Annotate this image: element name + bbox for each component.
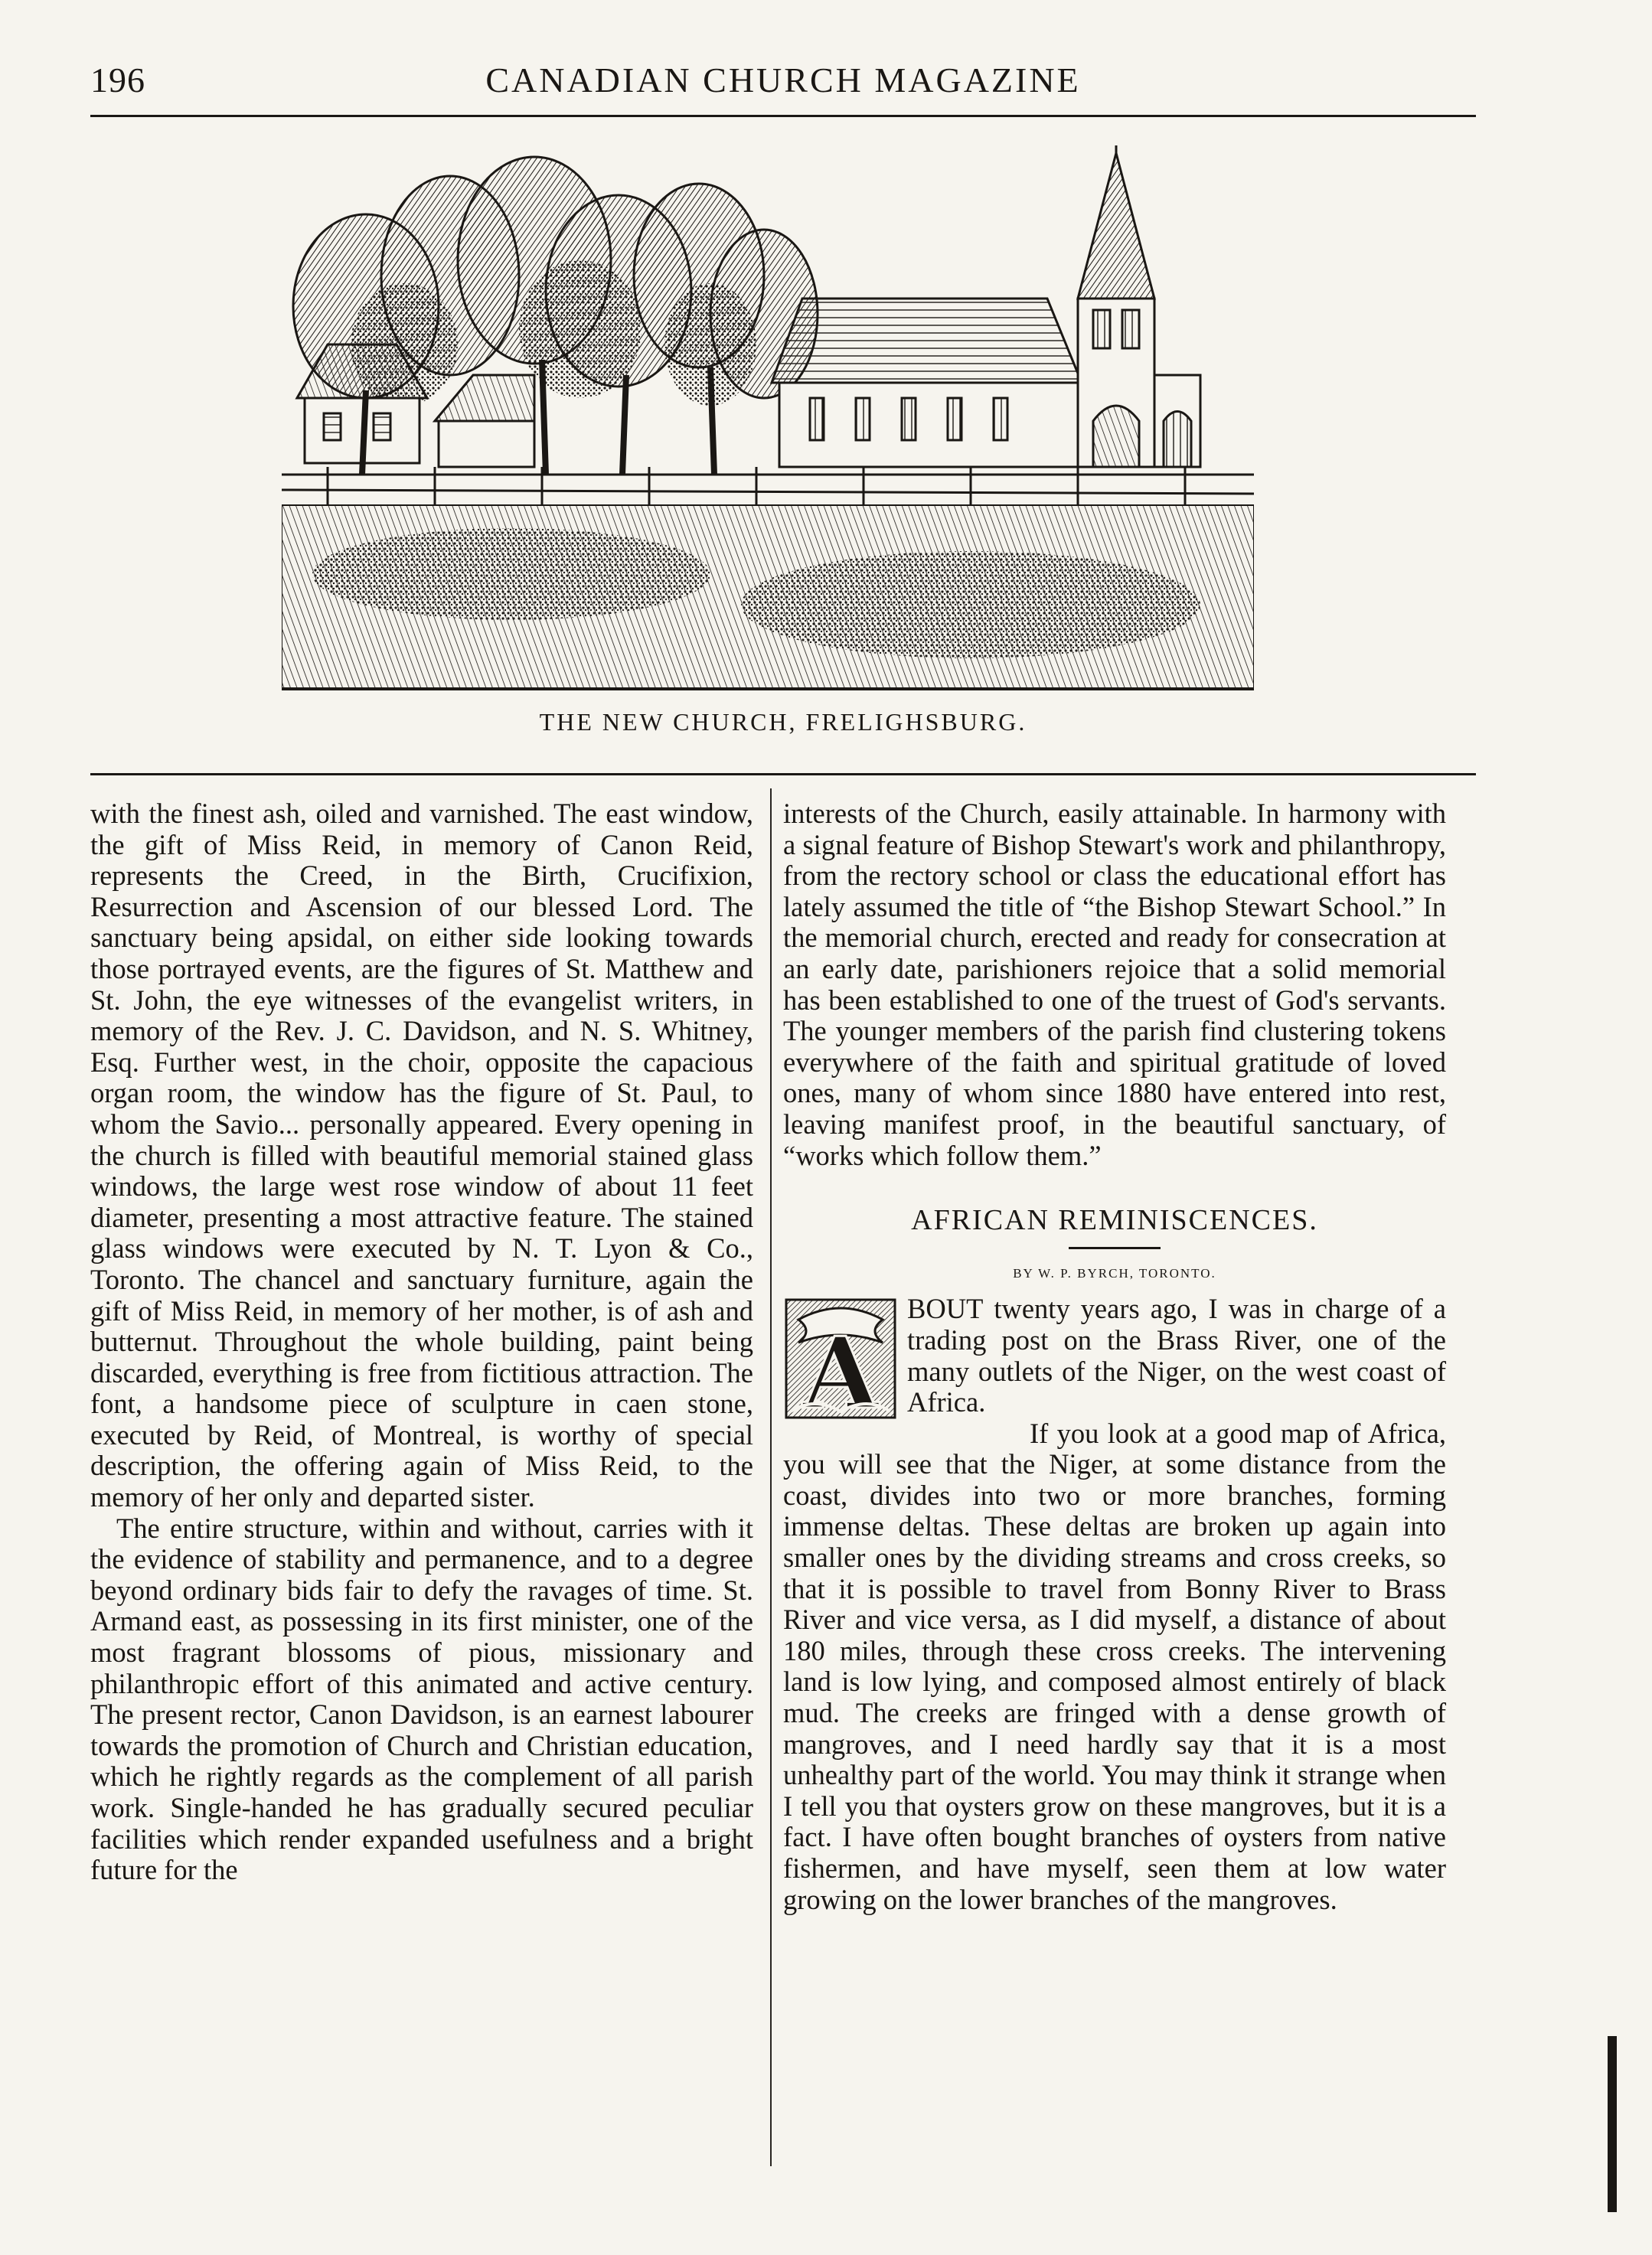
opening-word: BOUT (907, 1293, 984, 1325)
body-paragraph: The entire structure, within and without, carries with it the evidence of stability and permanence, and to a degree beyond ordinary bids fair to defy the ravages of time. St. Armand east, as possessing in its first minister, one of the most fragrant blossoms of pious, missionary and philanthropic effort of this animated and active century. The present rector, Canon Davidson, is an earnest labourer towards the promotion of Church and Christian education, which he rightly regards as the complement of all parish work. Single-handed he has gradually secured peculiar facilities which render expanded usefulness and a bright future for the (90, 1512, 753, 1886)
opening-paragraph (783, 1293, 1446, 1421)
continued-paragraph: interests of the Church, easily attainable. In harmony with a signal feature of Bishop Stewart's work and philanthropy, from the rectory school or class the educational effort has lately assumed the title of “the Bishop Stewart School.” In the memorial church, erected and ready for consecration at an early date, parishioners rejoice that a solid memorial has been established to one of the truest of God's servants. The younger members of the parish find clustering tokens everywhere of the faith and spiritual gratitude of loved ones, many of whom since 1880 have entered into rest, leaving manifest proof, in the beautiful sanctuary, of “works which follow them.” (783, 798, 1446, 1171)
opening-text: twenty years ago, I was in charge of a trading post on the Brass River, one of the many outlets of the Niger, on the west coast of Africa. (907, 1293, 1446, 1418)
right-column (783, 798, 1446, 1915)
body-paragraph: with the finest ash, oiled and varnished. The east window, the gift of Miss Reid, in memory of Canon Reid, represents the Creed, in the Birth, Crucifixion, Resurrection and Ascension of our blessed Lord. The sanctuary being apsidal, on either side looking towards those portrayed events, are the figures of St. Matthew and St. John, the eye witnesses of the evangelist writers, in memory of the Rev. J. C. Davidson, and N. S. Whitney, Esq. Further west, in the choir, opposite the capacious organ room, the window has the figure of St. Paul, to whom the Savio... personally appeared. Every opening in the church is filled with beautiful memorial stained glass windows, the large west rose window of about 11 feet diameter, presenting a most attractive feature. The stained glass windows were executed by N. T. Lyon & Co., Toronto. The chancel and sanctuary furniture, again the gift of Miss Reid, in memory of her mother, is of ash and butternut. Throughout the whole building, paint being discarded, everything is free from fictitious attraction. The font, a handsome piece of sculpture in caen stone, executed by Reid, of Montreal, is worthy of special description, the offering again of Miss Reid, to the memory of her only and departed sister. (90, 798, 753, 1513)
article-byline: BY W. P. BYRCH, TORONTO. (1013, 1265, 1216, 1281)
magazine-title: CANADIAN CHURCH MAGAZINE (485, 60, 1081, 100)
page-number: 196 (90, 60, 145, 100)
column-divider (770, 788, 772, 2166)
title-rule (1069, 1247, 1161, 1249)
page-edge-mark (1608, 2036, 1617, 2212)
church-engraving-icon (282, 145, 1254, 697)
figure-caption: THE NEW CHURCH, FRELIGHSBURG. (539, 708, 1027, 736)
left-column (90, 798, 753, 1886)
caption-rule (90, 773, 1476, 775)
header-rule (90, 115, 1476, 117)
dropcap-letter: A (802, 1317, 879, 1421)
article-title: AFRICAN REMINISCENCES. (911, 1204, 1318, 1237)
body-paragraph: If you look at a good map of Africa, you will see that the Niger, at some distance from the coast, divides into two or more branches, forming immense deltas. These deltas are broken up again into smaller ones by the dividing streams and cross creeks, so that it is possible to travel from Bonny River to Brass River and vice versa, as I did myself, a distance of about 180 miles, through these cross creeks. The intervening land is low lying, and composed almost entirely of black mud. The creeks are fringed with a dense growth of mangroves, and I need hardly say that it is a most unhealthy part of the world. You may think it strange when I tell you that oysters grow on these mangroves, but it is a fact. I have often bought branches of oysters from native fishermen, and have myself, seen them at low water growing on the lower branches of the mangroves. (783, 1417, 1446, 1915)
ornamental-dropcap-icon (783, 1297, 898, 1421)
page-header (90, 60, 1476, 113)
